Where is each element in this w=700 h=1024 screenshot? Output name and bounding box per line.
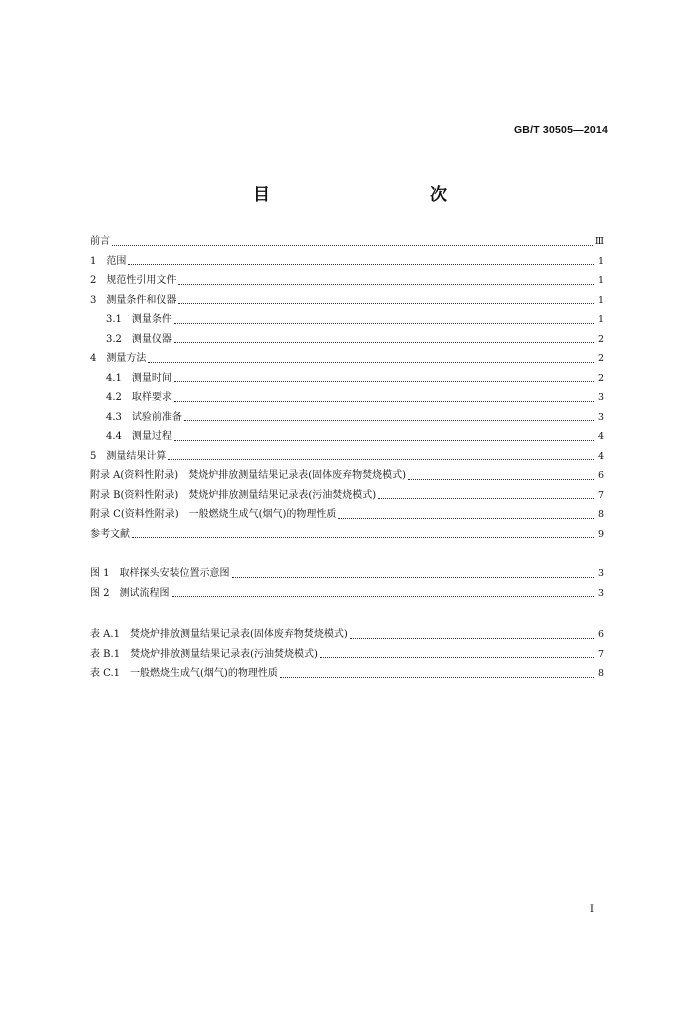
toc-entry-label: 3.1 测量条件 [106,314,172,325]
page-title: 目 次 [253,185,489,205]
dot-leader [232,568,594,578]
toc-entry[interactable] [90,427,604,447]
dot-leader [378,489,594,499]
toc-entry-page: 1 [597,255,604,267]
figure-entry[interactable] [90,564,604,584]
toc-entry[interactable] [90,271,604,291]
toc-entry-label: 5 测量结果计算 [90,450,167,462]
toc-entry-page: 2 [597,333,604,345]
standard-code: GB/T 30505—2014 [513,124,608,136]
toc-entry[interactable] [90,310,604,330]
toc-entry[interactable] [90,232,604,252]
toc-entry-label: 4.3 试验前准备 [106,411,182,423]
toc-entry-page: 9 [597,528,604,540]
dot-leader [408,470,594,480]
dot-leader [132,528,594,538]
toc-entry-label: 前言 [90,236,110,247]
figure-entry[interactable] [90,584,604,604]
dot-leader [112,236,593,246]
table-entry[interactable] [90,664,604,684]
dot-leader [174,431,594,441]
toc-entry-label: 附录 C(资料性附录) 一般燃烧生成气(烟气)的物理性质 [90,509,337,520]
toc-entry-label: 4 测量方法 [90,353,147,364]
table-list [90,625,604,684]
toc-entry-label: 附录 A(资料性附录) 焚烧炉排放测量结果记录表(固体废弃物焚烧模式) [90,470,407,481]
table-entry-page: 7 [597,648,604,660]
toc-entry[interactable] [90,369,604,389]
figure-entry-label: 图 1 取样探头安装位置示意图 [90,568,230,579]
toc-entry-page: 1 [597,314,604,325]
table-entry[interactable] [90,645,604,665]
dot-leader [174,333,594,343]
figure-entry-label: 图 2 测试流程图 [90,587,170,599]
toc-entry-label: 4.1 测量时间 [106,372,172,384]
toc-entry-page: 1 [597,275,604,286]
table-entry-label: 表 B.1 焚烧炉排放测量结果记录表(污油焚烧模式) [90,648,318,660]
toc-entry-page: 6 [597,470,604,481]
toc-entry-page: 2 [597,353,604,364]
toc-entry-label: 4.4 测量过程 [106,431,172,442]
dot-leader [178,275,594,285]
dot-leader [280,668,594,678]
toc-entry-page: 7 [597,489,604,501]
dot-leader [174,392,594,402]
toc-entry[interactable] [90,291,604,311]
toc-entry[interactable] [90,447,604,467]
toc-entry-page: 3 [597,392,604,403]
dot-leader [168,450,594,460]
dot-leader [174,314,594,324]
toc-entry-label: 3 测量条件和仪器 [90,294,177,306]
toc-entry-page: 1 [597,294,604,306]
toc-entry[interactable] [90,408,604,428]
toc-entry-label: 3.2 测量仪器 [106,333,172,345]
toc-entry[interactable] [90,466,604,486]
toc-entry[interactable] [90,388,604,408]
dot-leader [178,294,594,304]
toc-entry-label: 1 范围 [90,255,127,267]
toc-entry-label: 2 规范性引用文件 [90,275,177,286]
dot-leader [320,648,594,658]
toc-entry-page: 4 [597,431,604,442]
dot-leader [184,411,594,421]
toc-entry[interactable] [90,486,604,506]
table-entry-page: 8 [597,668,604,679]
table-entry-page: 6 [597,629,604,640]
dot-leader [128,255,594,265]
toc-entry-label: 附录 B(资料性附录) 焚烧炉排放测量结果记录表(污油焚烧模式) [90,489,377,501]
toc-entry-page: 4 [597,450,604,462]
toc-entry[interactable] [90,349,604,369]
toc-entry-label: 4.2 取样要求 [106,392,172,403]
figure-entry-page: 3 [597,587,604,599]
toc-entry-page: 2 [597,372,604,384]
toc-entry[interactable] [90,525,604,545]
table-entry-label: 表 C.1 一般燃烧生成气(烟气)的物理性质 [90,668,278,679]
toc-entry[interactable] [90,505,604,525]
dot-leader [172,587,594,597]
table-entry-label: 表 A.1 焚烧炉排放测量结果记录表(固体废弃物焚烧模式) [90,629,348,640]
dot-leader [174,372,594,382]
toc-entry-page: 3 [597,411,604,423]
toc-entry[interactable] [90,330,604,350]
figure-entry-page: 3 [597,568,604,579]
figure-list [90,564,604,603]
toc-list [90,232,604,544]
table-entry[interactable] [90,625,604,645]
page-number: I [590,904,594,915]
toc-entry-page: Ⅲ [594,236,604,247]
dot-leader [350,629,594,639]
dot-leader [338,509,594,519]
toc-entry-label: 参考文献 [90,528,130,540]
dot-leader [148,353,594,363]
toc-entry[interactable] [90,252,604,272]
toc-entry-page: 8 [597,509,604,520]
